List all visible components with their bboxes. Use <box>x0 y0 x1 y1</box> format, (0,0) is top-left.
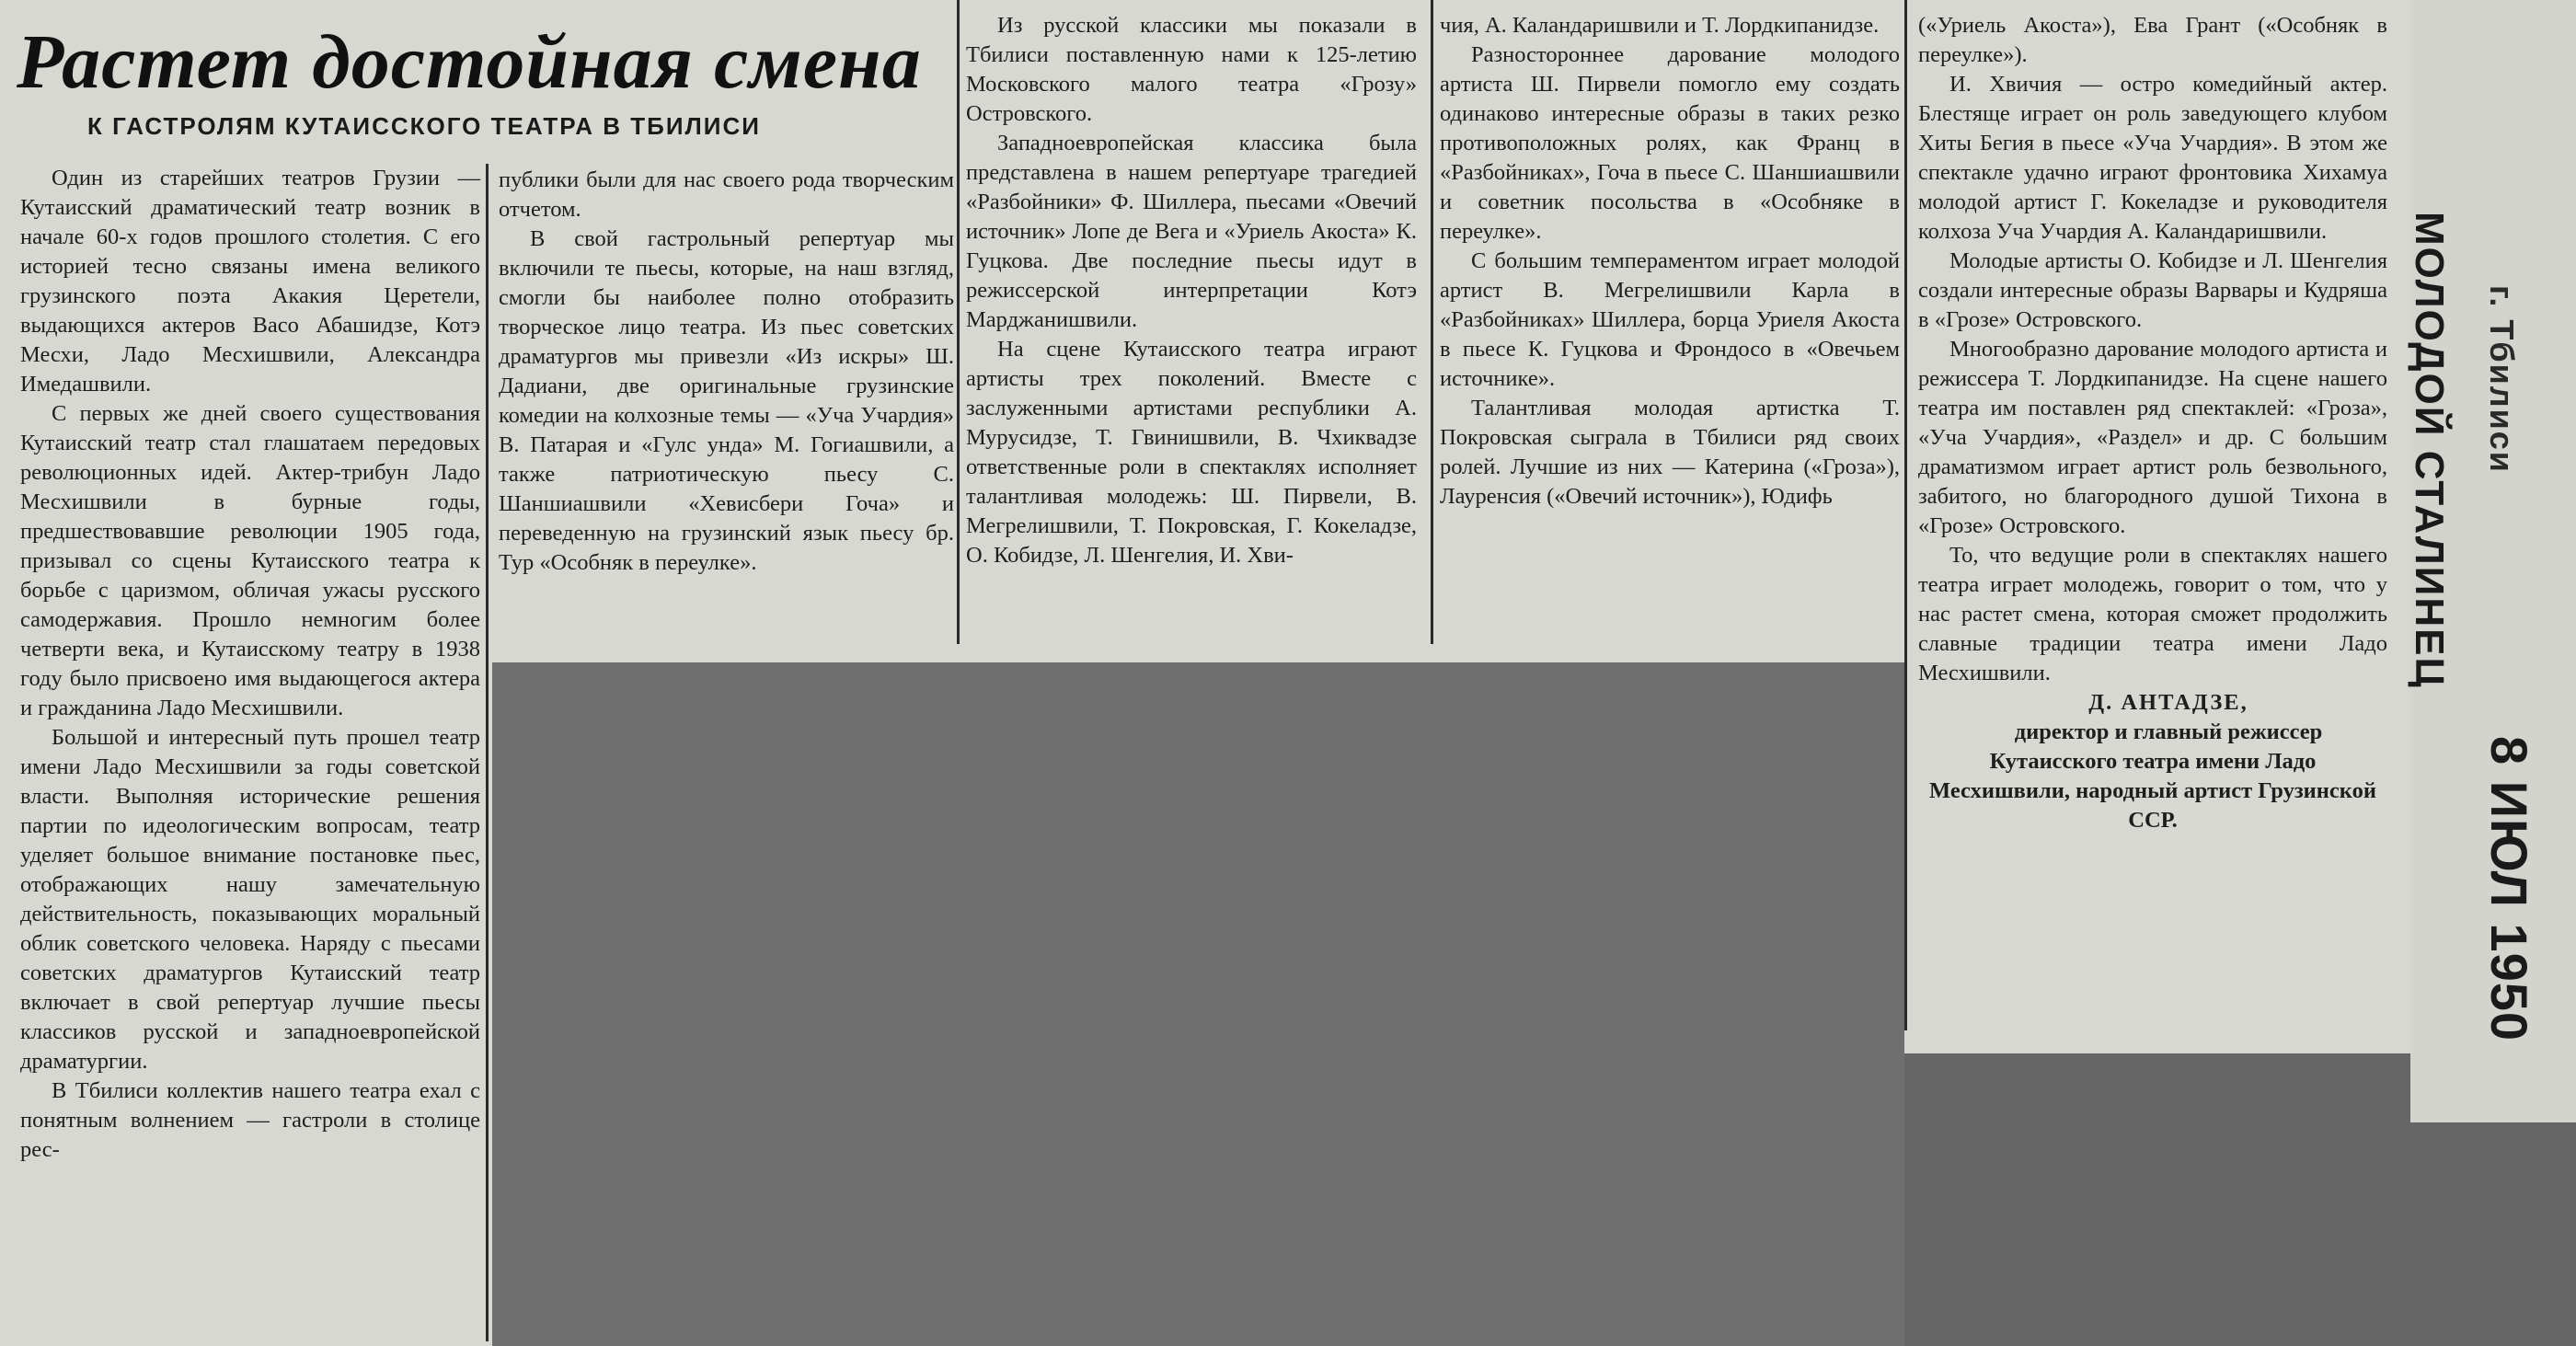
archive-stamp-date: 8 ИЮЛ 1950 <box>2480 736 2538 1041</box>
paragraph: В свой гастрольный репертуар мы включили те пьесы, которые, на наш взгляд, смогли бы наиболее полно отобразить творческое лицо театра. Из пьес советских драматургов мы привезли «Из искры» Ш. Дадиани, две оригинальные грузинские комедии на колхозные темы — «Уча Учардия» В. Патарая и «Гулс унда» М. Гогиашвили, а также патриотическую пьесу С. Шаншиашвили «Хевисбери Гоча» и переведенную на грузинский язык пьесу бр. Тур «Особняк в переулке». <box>499 226 954 575</box>
paragraph: («Уриель Акоста»), Ева Грант («Особняк в переулке»). <box>1918 13 2387 67</box>
paragraph: Молодые артисты О. Кобидзе и Л. Шенгелия создали интересные образы Варвары и Кудряша в «Грозе» Островского. <box>1918 248 2387 332</box>
paragraph: Из русской классики мы показали в Тбилиси поставленную нами к 125-летию Московского малого театра «Грозу» Островского. <box>966 13 1417 126</box>
column-divider <box>957 0 960 644</box>
article-subheadline: К ГАСТРОЛЯМ КУТАИССКОГО ТЕАТРА В ТБИЛИСИ <box>87 112 761 140</box>
column-divider <box>486 164 489 1341</box>
paragraph: Разностороннее дарование молодого артиста Ш. Пирвели помогло ему создать одинаково интересные образы в таких резко противоположных ролях, как Франц в «Разбойниках», Гоча в пьесе С. Шаншиашвили и советник посольства в «Особняке в переулке». <box>1440 42 1900 244</box>
paragraph: чия, А. Каландаришвили и Т. Лордкипанидзе. <box>1440 13 1880 38</box>
archive-stamp-city: г. Тбилиси <box>2483 285 2521 474</box>
archive-stamp-newspaper-name: МОЛОДОЙ СТАЛИНЕЦ <box>2407 212 2452 689</box>
paragraph: Талантливая молодая артистка Т. Покровская сыграла в Тбилиси ряд своих ролей. Лучшие из них — Катерина («Гроза»), Лауренсия («Овечий источник»), Юдифь <box>1440 396 1900 509</box>
paragraph: публики были для нас своего рода творческим отчетом. <box>499 167 954 222</box>
article-headline: Растет достойная смена <box>17 19 922 105</box>
paragraph: И. Хвичия — остро комедийный актер. Блестяще играет он роль заведующего клубом Хиты Бегия в пьесе «Уча Учардия». В этом же спектакле удачно играют фронтовика Хихамуа молодой артист Г. Кокеладзе и руководителя колхоза Уча Учардия А. Каландаришвили. <box>1918 72 2387 244</box>
paragraph: То, что ведущие роли в спектаклях нашего театра играет молодежь, говорит о том, что у нас растет смена, которая сможет продолжить славные традиции театра имени Ладо Месхишвили. <box>1918 543 2387 685</box>
column-divider <box>1904 0 1907 1030</box>
author-signature: Д. АНТАДЗЕ, <box>2088 690 2248 715</box>
article-column-3 <box>966 11 1417 570</box>
paragraph: Многообразно дарование молодого артиста и режиссера Т. Лордкипанидзе. На сцене нашего театра им поставлен ряд спектаклей: «Гроза», «Уча Учардия», «Раздел» и др. С большим драматизмом играет артист роль безвольного, забитого, но благородного душой Тихона в «Грозе» Островского. <box>1918 337 2387 538</box>
paragraph: Большой и интересный путь прошел театр имени Ладо Месхишвили за годы советской власти. Выполняя исторические решения партии по идеологическим вопросам, театр уделяет большое внимание постановке пьес, отображающих нашу замечательную действительность, показывающих моральный облик советского человека. Наряду с пьесами советских драматургов Кутаисский театр включает в свой репертуар лучшие пьесы классиков русской и западноевропейской драматургии. <box>20 725 480 1074</box>
author-title: директор и главный режиссер Кутаисского театра имени Ладо Месхишвили, народный артист Грузинской ССР. <box>1929 719 2376 833</box>
paragraph: В Тбилиси коллектив нашего театра ехал с понятным волнением — гастроли в столице рес- <box>20 1078 480 1162</box>
article-column-2 <box>499 166 954 578</box>
empty-backing-area <box>492 662 1904 1346</box>
paragraph: С первых же дней своего существования Кутаисский театр стал глашатаем передовых революционных идей. Актер-трибун Ладо Месхишвили в бурные годы, предшествовавшие революции 1905 года, призывал со сцены Кутаисского театра к борьбе с царизмом, обличая ужасы русского самодержавия. Прошло немногим более четверти века, и Кутаисскому театру в 1938 году было присвоено имя выдающегося актера и гражданина Ладо Месхишвили. <box>20 401 480 720</box>
paragraph: Один из старейших театров Грузии — Кутаисский драматический театр возник в начале 60-х годов прошлого столетия. С его историей тесно связаны имена великого грузинского поэта Акакия Церетели, выдающихся актеров Васо Абашидзе, Котэ Месхи, Ладо Месхишвили, Александра Имедашвили. <box>20 166 480 397</box>
column-divider <box>1431 0 1433 644</box>
paragraph: На сцене Кутаисского театра играют артисты трех поколений. Вместе с заслуженными артистами республики А. Мурусидзе, Т. Гвинишвили, В. Чхиквадзе ответственные роли в спектаклях исполняет талантливая молодежь: Ш. Пирвели, В. Мегрелишвили, Т. Покровская, Г. Кокеладзе, О. Кобидзе, Л. Шенгелия, И. Хви- <box>966 337 1417 568</box>
article-column-4 <box>1440 11 1900 512</box>
paragraph: С большим темпераментом играет молодой артист В. Мегрелишвили Карла в «Разбойниках» Шиллера, борца Уриеля Акоста в пьесе К. Гуцкова и Фрондосо в «Овечьем источнике». <box>1440 248 1900 391</box>
paragraph: Западноевропейская классика была представлена в нашем репертуаре трагедией «Разбойники» Ф. Шиллера, пьесами «Овечий источник» Лопе де Вега и «Уриель Акоста» К. Гуцкова. Две последние пьесы идут в режиссерской интерпретации Котэ Марджанишвили. <box>966 131 1417 332</box>
article-column-1 <box>20 164 480 1165</box>
article-column-5 <box>1918 11 2387 835</box>
